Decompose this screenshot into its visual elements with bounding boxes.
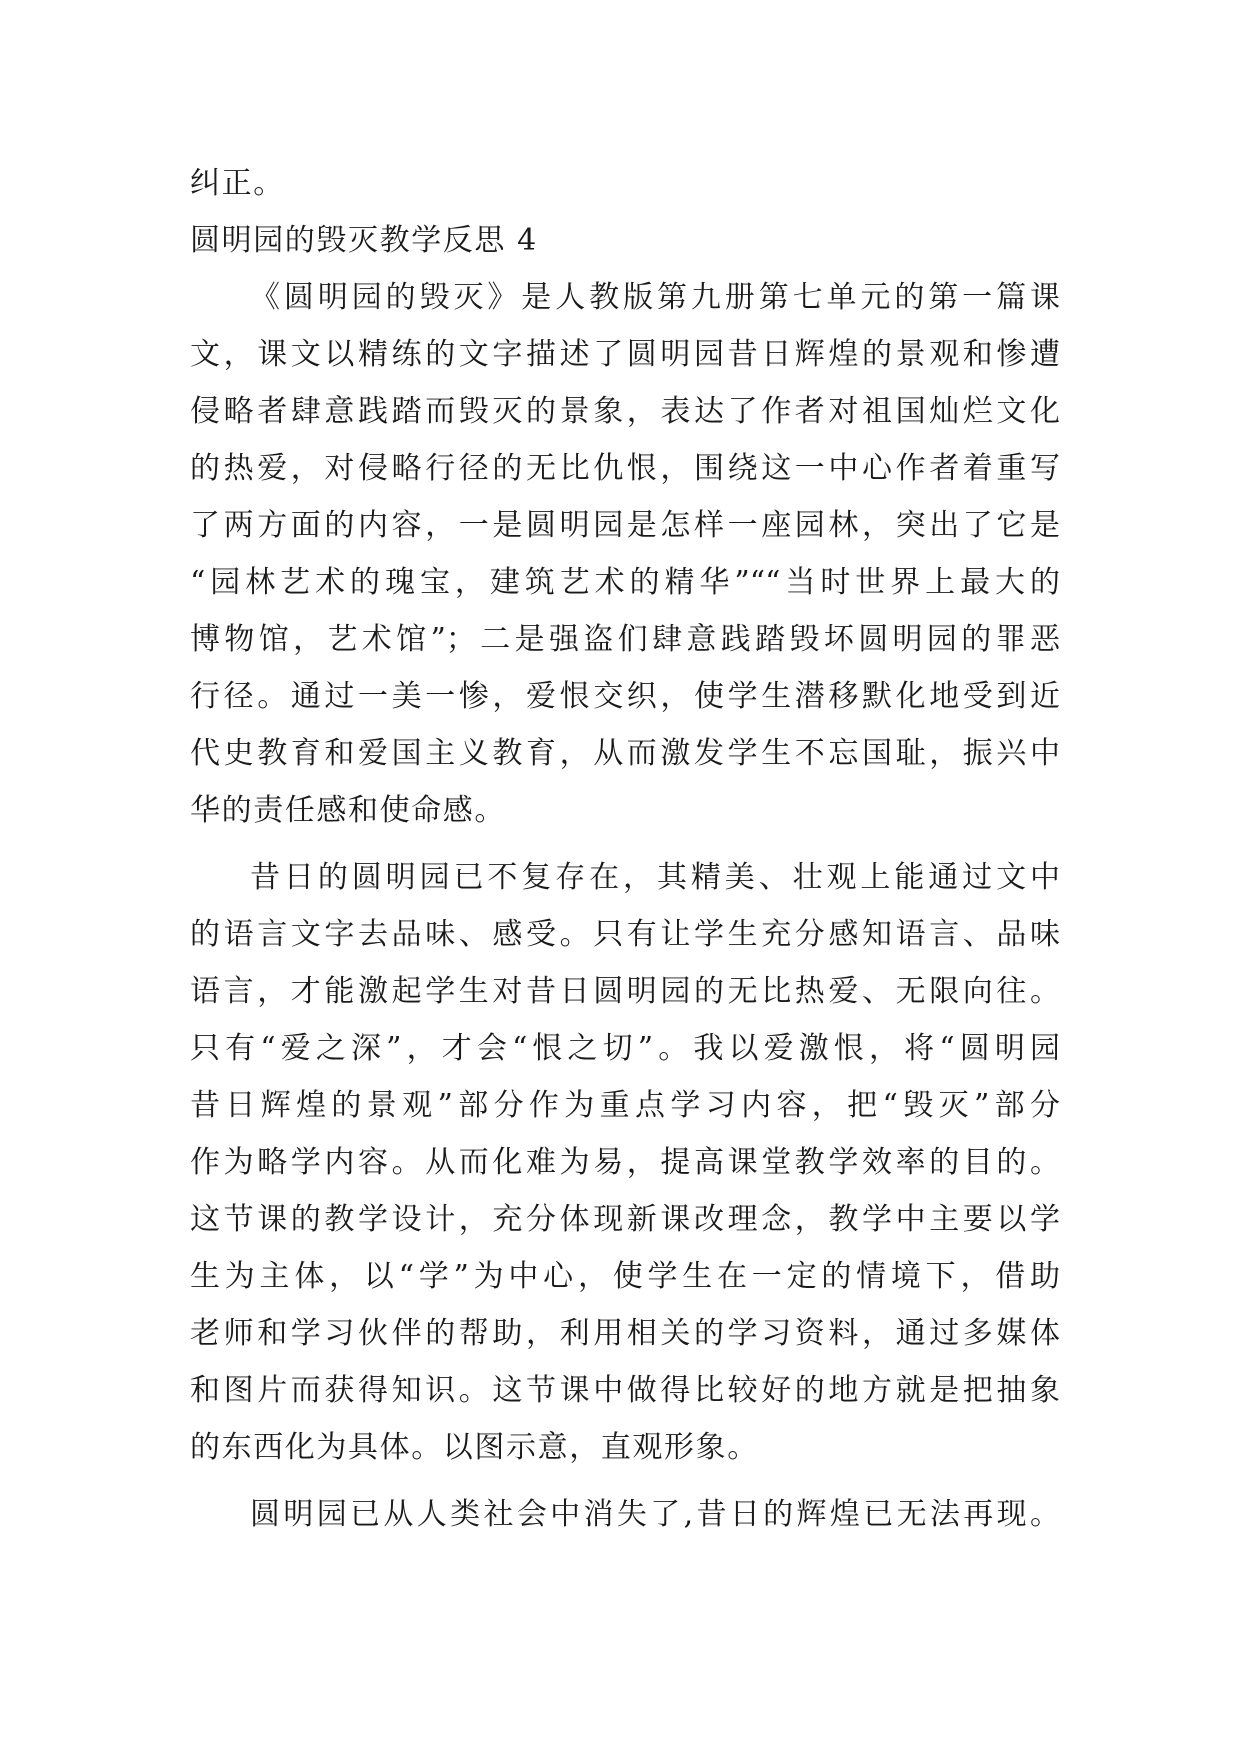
paragraph-line: 这节课的教学设计，充分体现新课改理念，教学中主要以学 [190, 1202, 1060, 1237]
section-heading: 圆明园的毁灭教学反思 4 [190, 223, 538, 258]
paragraph-1 [190, 269, 1060, 839]
paragraph-line: 只有“爱之深”，才会“恨之切”。我以爱激恨，将“圆明园 [190, 1031, 1060, 1066]
paragraph-line: 侵略者肆意践踏而毁灭的景象，表达了作者对祖国灿烂文化 [190, 394, 1060, 429]
paragraph-line: 圆明园已从人类社会中消失了,昔日的辉煌已无法再现。 [250, 1497, 1060, 1532]
paragraph-line: 昔日辉煌的景观”部分作为重点学习内容，把“毁灭”部分 [190, 1088, 1060, 1123]
paragraph-line: 的东西化为具体。以图示意，直观形象。 [190, 1430, 759, 1465]
paragraph-line: 博物馆，艺术馆”；二是强盗们肆意践踏毁坏圆明园的罪恶 [190, 622, 1060, 657]
paragraph-line: 华的责任感和使命感。 [190, 793, 506, 828]
paragraph-line: 《圆明园的毁灭》是人教版第九册第七单元的第一篇课 [250, 280, 1060, 315]
paragraph-line: 的语言文字去品味、感受。只有让学生充分感知语言、品味 [190, 917, 1060, 952]
paragraph-line: 代史教育和爱国主义教育，从而激发学生不忘国耻，振兴中 [190, 736, 1060, 771]
paragraph-line: 老师和学习伙伴的帮助，利用相关的学习资料，通过多媒体 [190, 1316, 1060, 1351]
paragraph-3 [190, 1486, 1060, 1543]
paragraph-line: 昔日的圆明园已不复存在，其精美、壮观上能通过文中 [250, 860, 1060, 895]
paragraph-line: 作为略学内容。从而化难为易，提高课堂教学效率的目的。 [190, 1145, 1060, 1180]
paragraph-line: 文，课文以精练的文字描述了圆明园昔日辉煌的景观和惨遭 [190, 337, 1060, 372]
paragraph-line: “园林艺术的瑰宝，建筑艺术的精华”““当时世界上最大的 [190, 565, 1060, 600]
paragraph-line: 和图片而获得知识。这节课中做得比较好的地方就是把抽象 [190, 1373, 1060, 1408]
paragraph-line: 语言，才能激起学生对昔日圆明园的无比热爱、无限向往。 [190, 974, 1060, 1009]
paragraph-line: 生为主体，以“学”为中心，使学生在一定的情境下，借助 [190, 1259, 1060, 1294]
paragraph-line: 了两方面的内容，一是圆明园是怎样一座园林，突出了它是 [190, 508, 1060, 543]
paragraph-line: 的热爱，对侵略行径的无比仇恨，围绕这一中心作者着重写 [190, 451, 1060, 486]
paragraph-line: 行径。通过一美一惨，爱恨交织，使学生潜移默化地受到近 [190, 679, 1060, 714]
document-body [190, 155, 1060, 1543]
paragraph-2 [190, 849, 1060, 1476]
text-line-continuation: 纠正。 [190, 166, 285, 201]
